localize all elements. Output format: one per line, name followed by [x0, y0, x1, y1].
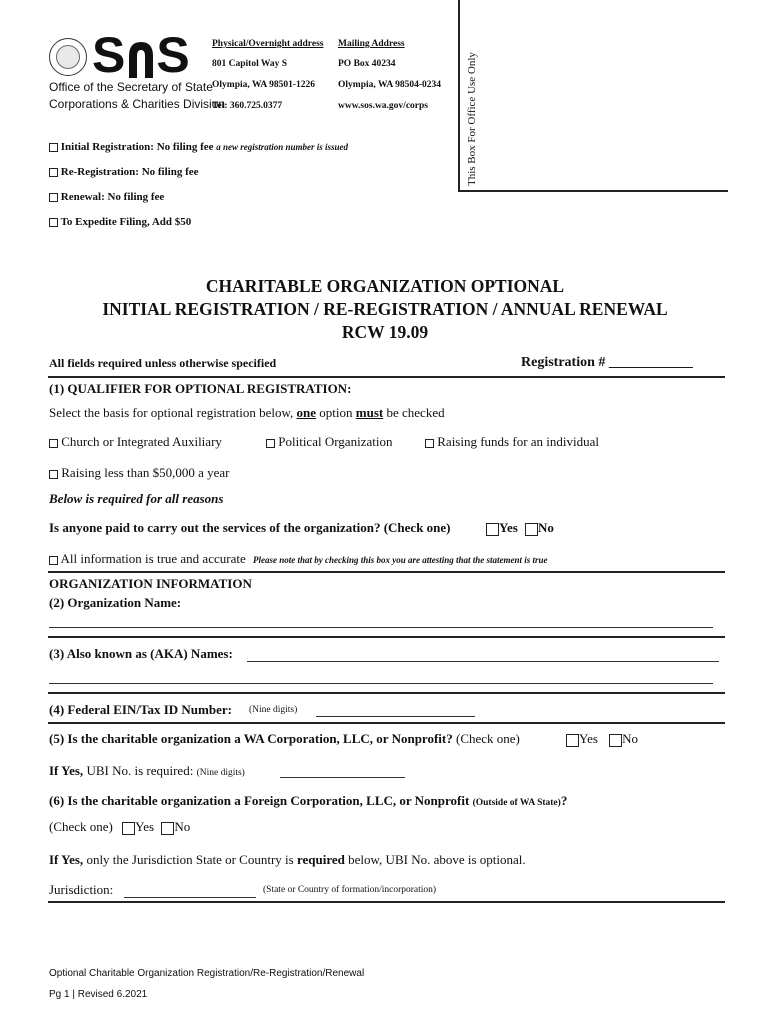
ubi-row: If Yes, UBI No. is required: (Nine digits) [49, 763, 245, 778]
ein-note: (Nine digits) [249, 705, 298, 715]
mailing-address-heading: Mailing Address [338, 39, 405, 49]
divider [48, 636, 725, 638]
org-name-input[interactable] [49, 627, 713, 628]
divider [48, 376, 725, 378]
option-initial[interactable] [49, 141, 348, 153]
aka-input[interactable] [247, 661, 719, 662]
mailing-address-website: www.sos.wa.gov/corps [338, 101, 428, 111]
physical-address-line2: Olympia, WA 98501-1226 [212, 80, 316, 90]
option-expedite[interactable] [49, 216, 191, 228]
qualifier-political[interactable] [266, 434, 392, 450]
q6-yes-checkbox[interactable] [122, 822, 135, 835]
attest-checkbox[interactable] [49, 556, 58, 565]
reregistration-checkbox[interactable] [49, 168, 58, 177]
required-note: All fields required unless otherwise specified [49, 356, 277, 370]
physical-address-line1: 801 Capitol Way S [212, 59, 288, 69]
initial-note: a new registration number is issued [216, 142, 349, 152]
church-label: Church or Integrated Auxiliary [61, 434, 222, 449]
reregistration-label: Re-Registration: No filing fee [60, 166, 199, 178]
q5-row: (5) Is the charitable organization a WA Corporation, LLC, or Nonprofit? (Check one) [49, 731, 520, 746]
individual-label: Raising funds for an individual [437, 434, 600, 449]
aka-label: (3) Also known as (AKA) Names: [49, 646, 233, 661]
church-checkbox[interactable] [49, 439, 58, 448]
form-title-line2: INITIAL REGISTRATION / RE-REGISTRATION / ANNUAL RENEWAL [102, 299, 668, 319]
office-use-label: This Box For Office Use Only [466, 52, 478, 186]
paid-yes-option[interactable]: Yes No [486, 520, 554, 536]
individual-checkbox[interactable] [425, 439, 434, 448]
section1-instructions: Select the basis for optional registration below, one option must be checked [49, 405, 445, 420]
q5-yes-checkbox[interactable] [566, 734, 579, 747]
paid-yes-checkbox[interactable] [486, 523, 499, 536]
option-reregistration[interactable] [49, 166, 199, 178]
q5-options[interactable]: Yes No [566, 731, 638, 747]
q5-label: (5) Is the charitable organization a WA Corporation, LLC, or Nonprofit? [49, 731, 453, 746]
mailing-address-line1: PO Box 40234 [338, 59, 396, 69]
org-name-label: (2) Organization Name: [49, 595, 182, 610]
qualifier-individual[interactable] [425, 434, 599, 450]
initial-checkbox[interactable] [49, 143, 58, 152]
org-info-heading: ORGANIZATION INFORMATION [49, 576, 252, 591]
aka-input-line2[interactable] [49, 683, 713, 684]
logo-division-name: Corporations & Charities Division [49, 97, 226, 111]
divider [48, 722, 725, 724]
physical-address-phone: Tel: 360.725.0377 [212, 101, 283, 111]
option-renewal[interactable] [49, 191, 164, 203]
mailing-address-line2: Olympia, WA 98504-0234 [338, 80, 442, 90]
sos-logo-text: S S [92, 27, 191, 83]
attest-option[interactable] [49, 551, 548, 567]
registration-number-field[interactable]: Registration # ____________ [521, 355, 693, 370]
divider [48, 901, 725, 903]
jurisdiction-input[interactable] [124, 897, 256, 898]
renewal-label: Renewal: No filing fee [60, 191, 165, 203]
initial-label: Initial Registration: No filing fee [60, 141, 214, 153]
divider [48, 571, 725, 573]
paid-question: Is anyone paid to carry out the services of the organization? (Check one) [49, 520, 451, 535]
qualifier-church[interactable] [49, 434, 222, 450]
attest-note: Please note that by checking this box you are attesting that the statement is true [252, 555, 548, 565]
jurisdiction-instructions: If Yes, only the Jurisdiction State or Country is required below, UBI No. above is optional. [49, 852, 526, 867]
expedite-checkbox[interactable] [49, 218, 58, 227]
footer-title: Optional Charitable Organization Registration/Re-Registration/Renewal [49, 968, 365, 979]
renewal-checkbox[interactable] [49, 193, 58, 202]
logo-office-name: Office of the Secretary of State [49, 80, 213, 94]
office-use-box [458, 0, 728, 192]
q6-options[interactable]: (Check one) Yes No [49, 819, 191, 834]
q6-row: (6) Is the charitable organization a Foreign Corporation, LLC, or Nonprofit (Outside of WA State)? [49, 793, 568, 808]
footer-page-info: Pg 1 | Revised 6.2021 [49, 989, 148, 1000]
state-seal-logo [49, 38, 87, 76]
form-title-line3: RCW 19.09 [341, 322, 429, 342]
political-label: Political Organization [278, 434, 393, 449]
jurisdiction-label: Jurisdiction: [49, 882, 114, 897]
q5-no-checkbox[interactable] [609, 734, 622, 747]
paid-no-checkbox[interactable] [525, 523, 538, 536]
divider [48, 692, 725, 694]
form-title-line1: CHARITABLE ORGANIZATION OPTIONAL [205, 276, 565, 296]
ein-input[interactable] [316, 716, 475, 717]
ein-label: (4) Federal EIN/Tax ID Number: [49, 702, 232, 717]
political-checkbox[interactable] [266, 439, 275, 448]
required-all-note: Below is required for all reasons [49, 491, 224, 506]
attest-label: All information is true and accurate [60, 551, 246, 566]
less50k-checkbox[interactable] [49, 470, 58, 479]
jurisdiction-note: (State or Country of formation/incorporation) [263, 885, 437, 895]
qualifier-less50k[interactable] [49, 465, 230, 481]
ubi-input[interactable] [280, 777, 405, 778]
q6-no-checkbox[interactable] [161, 822, 174, 835]
less50k-label: Raising less than $50,000 a year [61, 465, 230, 480]
expedite-label: To Expedite Filing, Add $50 [60, 216, 192, 228]
physical-address-heading: Physical/Overnight address [212, 39, 324, 49]
section1-heading: (1) QUALIFIER FOR OPTIONAL REGISTRATION: [49, 381, 352, 396]
